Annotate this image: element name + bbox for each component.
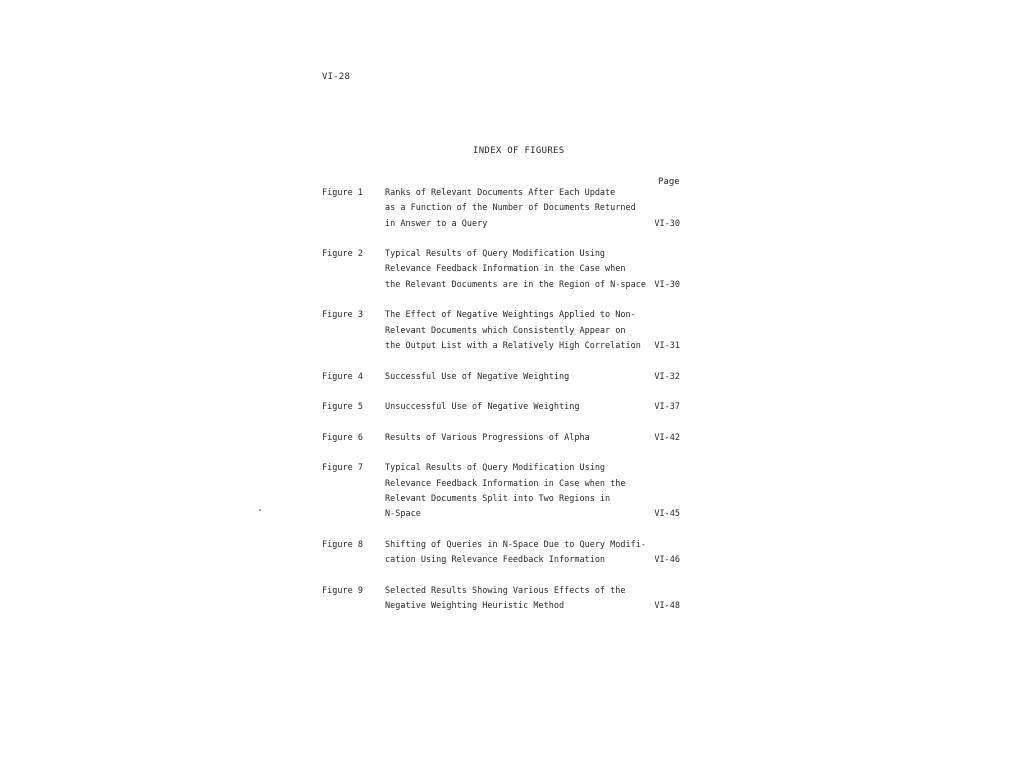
figure-caption-line: Selected Results Showing Various Effects of the [385,585,626,596]
figure-page-ref: VI-48 [654,601,680,612]
figure-caption-line: Relevance Feedback Information in Case when the [385,478,626,489]
figure-page-ref: VI-45 [654,509,680,520]
figure-caption-line: Typical Results of Query Modification Using [385,463,606,474]
figure-page-ref: VI-30 [654,218,680,229]
figure-caption-line: Results of Various Progressions of Alpha [385,432,590,443]
figure-caption [385,400,645,415]
figure-label: Figure 4 [322,371,363,382]
page-column-header: Page [658,177,680,187]
figure-entry [322,247,692,293]
figure-label: Figure 7 [322,463,363,474]
figure-caption-line: N-Space [385,509,421,520]
figure-page-ref: VI-30 [654,279,680,290]
figure-caption [385,431,645,446]
figure-caption [385,308,645,354]
figure-caption-line: Relevance Feedback Information in the Case when [385,264,626,275]
figure-caption [385,247,645,293]
figure-entry [322,538,692,569]
figure-caption-line: Relevant Documents which Consistently Appear on [385,325,626,336]
figure-caption-line: Negative Weighting Heuristic Method [385,601,565,612]
figure-page-ref: VI-32 [654,371,680,382]
figure-caption [385,370,645,385]
page-number: VI-28 [322,72,351,82]
figure-caption-line: cation Using Relevance Feedback Information [385,555,606,566]
figure-entry [322,186,692,232]
figure-caption-line: the Relevant Documents are in the Region of N-space [385,279,646,290]
figure-entry [322,308,692,354]
figure-label: Figure 3 [322,310,363,321]
figure-label: Figure 1 [322,188,363,198]
scan-speck [259,509,261,511]
figure-label: Figure 2 [322,249,363,260]
figure-page-ref: VI-37 [654,402,680,413]
figure-label: Figure 9 [322,585,363,596]
figure-caption-line: in Answer to a Query [385,218,488,229]
figure-label: Figure 5 [322,402,363,413]
figure-label: Figure 6 [322,432,363,443]
figure-index-list [322,186,692,614]
figure-caption-line: The Effect of Negative Weightings Applied to Non- [385,310,636,321]
figure-entry [322,461,692,522]
figure-caption-line: Typical Results of Query Modification Using [385,249,606,260]
figure-caption-line: Unsuccessful Use of Negative Weighting [385,402,580,413]
figure-caption [385,461,645,522]
figure-entry [322,584,692,615]
figure-caption-line: Relevant Documents Split into Two Regions in [385,493,611,504]
figure-caption [385,584,645,615]
figure-caption [385,186,645,232]
figure-entry [322,370,692,385]
figure-caption-line: Ranks of Relevant Documents After Each Update [385,188,616,198]
figure-entry [322,400,692,415]
figure-page-ref: VI-46 [654,555,680,566]
figure-caption-line: the Output List with a Relatively High Correlation [385,340,641,351]
figure-label: Figure 8 [322,539,363,550]
figure-page-ref: VI-31 [654,340,680,351]
index-title: INDEX OF FIGURES [473,146,565,156]
figure-entry [322,431,692,446]
figure-caption-line: as a Function of the Number of Documents Returned [385,203,636,214]
figure-caption-line: Successful Use of Negative Weighting [385,371,570,382]
figure-caption [385,538,645,569]
figure-caption-line: Shifting of Queries in N-Space Due to Query Modifi- [385,539,646,550]
figure-page-ref: VI-42 [654,432,680,443]
